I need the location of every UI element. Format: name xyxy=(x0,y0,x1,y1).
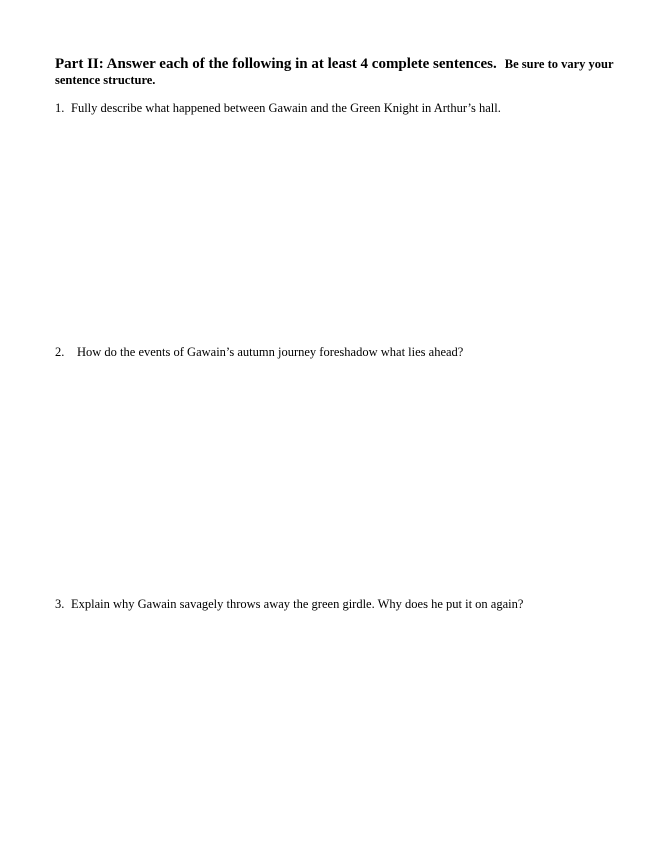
question-1-number: 1. xyxy=(55,101,65,115)
question-3-text: Explain why Gawain savagely throws away the green girdle. Why does he put it on again? xyxy=(71,597,524,611)
section-heading-note: Be sure to vary your sentence structure. xyxy=(55,57,614,87)
question-2-number: 2. xyxy=(55,345,65,359)
question-2 xyxy=(55,345,463,360)
question-3 xyxy=(55,597,523,612)
section-heading xyxy=(55,56,620,88)
question-2-text: How do the events of Gawain’s autumn journey foreshadow what lies ahead? xyxy=(77,345,464,359)
question-3-number: 3. xyxy=(55,597,65,611)
question-1-text: Fully describe what happened between Gawain and the Green Knight in Arthur’s hall. xyxy=(71,101,501,115)
section-heading-instruction: Part II: Answer each of the following in at least 4 complete sentences. xyxy=(55,56,497,72)
question-1 xyxy=(55,101,501,116)
